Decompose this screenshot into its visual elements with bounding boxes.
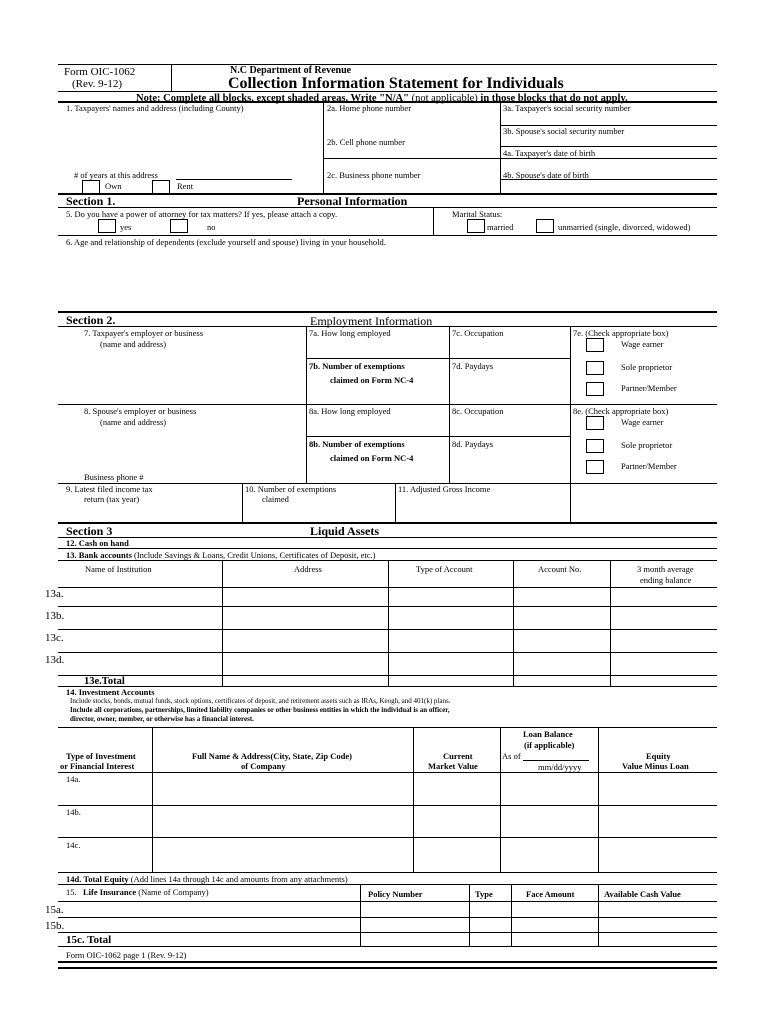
field-7b-sub: claimed on Form NC-4 (330, 375, 414, 385)
field-4b-label: 4b. Spouse's date of birth (503, 170, 589, 180)
t14-div-4 (598, 727, 599, 872)
marital-divider (433, 207, 434, 235)
8e-wage-checkbox[interactable] (586, 416, 604, 430)
form-number: Form OIC-1062 (64, 66, 136, 78)
col-average-2: ending balance (640, 575, 692, 585)
department-name: N.C Department of Revenue (230, 65, 352, 76)
field-3b-label: 3b. Spouse's social security number (503, 126, 625, 136)
poa-yes-checkbox[interactable] (98, 219, 116, 233)
t14-div-2 (413, 727, 414, 872)
page-title: Collection Information Statement for Individuals (228, 75, 564, 92)
col-date-format: mm/dd/yyyy (538, 762, 582, 772)
col-policy-number: Policy Number (368, 889, 423, 899)
unmarried-checkbox[interactable] (536, 219, 554, 233)
col-equity-1: Equity (646, 751, 671, 761)
field-8-label: 8. Spouse's employer or business (84, 406, 197, 416)
header-divider (171, 64, 172, 91)
t15-div-4 (598, 884, 599, 946)
rule-14d (58, 884, 717, 885)
section3-title-rule (58, 537, 717, 538)
section3-label: Section 3 (66, 524, 113, 538)
t13-row-rule-2 (58, 606, 717, 607)
t14-row-rule-1 (58, 772, 717, 773)
row-14b: 14b. (66, 807, 81, 817)
7e-sole-label: Sole proprietor (621, 362, 673, 372)
8e-partner-checkbox[interactable] (586, 460, 604, 474)
col-inv-type-2: or Financial Interest (60, 761, 135, 771)
field-15-bold: Life Insurance (83, 887, 137, 897)
footer-text: Form OIC-1062 page 1 (Rev. 9-12) (66, 950, 187, 960)
field-14d-rest: (Add lines 14a through 14c and amounts from any attachments) (130, 874, 348, 884)
footer-rule-1 (58, 961, 717, 963)
row-13c: 13c. (45, 632, 64, 644)
field-8e-label: 8e. (Check appropriate box) (573, 406, 669, 416)
section2-label: Section 2. (66, 313, 116, 327)
row-13b: 13b. (45, 610, 65, 622)
col-face-amount: Face Amount (526, 889, 575, 899)
t15-div-2 (469, 884, 470, 946)
row-13e-total: 13e.Total (84, 676, 125, 687)
rule-12 (58, 548, 717, 549)
rule-4b (500, 179, 717, 180)
col-institution: Name of Institution (85, 564, 152, 574)
t14-bottom-rule (58, 872, 717, 873)
row-13a: 13a. (45, 588, 64, 600)
col-full-name-1: Full Name & Address(City, State, Zip Code) (192, 751, 352, 761)
field-14-desc-2: Include all corporations, partnerships, limited liability companies or other business entities in which the individual is an officer, (70, 706, 450, 714)
section2-title-rule (58, 326, 717, 327)
t15-div-3 (511, 884, 512, 946)
s2-divider-10 (395, 483, 396, 522)
rent-label: Rent (177, 181, 194, 191)
field-2a-label: 2a. Home phone number (327, 103, 412, 113)
t13-row-rule-3 (58, 629, 717, 630)
7e-sole-checkbox[interactable] (586, 361, 604, 375)
col-cash-value: Available Cash Value (604, 889, 681, 899)
field-9-sub: return (tax year) (84, 494, 140, 504)
row-15a: 15a. (45, 904, 64, 916)
rule-employer-spouse (58, 404, 717, 405)
poa-no-label: no (207, 222, 216, 232)
own-checkbox[interactable] (82, 180, 100, 194)
field-15-rest: (Name of Company) (138, 887, 209, 897)
field-3a-label: 3a. Taxpayer's social security number (503, 103, 631, 113)
col-loan-2: (if applicable) (524, 740, 575, 750)
t13-div-4 (610, 560, 611, 686)
field-7a-label: 7a. How long employed (309, 328, 391, 338)
8e-partner-label: Partner/Member (621, 461, 677, 471)
footer-rule-2 (58, 967, 717, 969)
note-plain: (not applicable) (411, 93, 478, 104)
field-7b-label: 7b. Number of exemptions (309, 361, 405, 371)
field-8-sub: (name and address) (100, 417, 167, 427)
field-14d-bold: 14d. Total Equity (66, 874, 129, 884)
row-13d: 13d. (45, 654, 65, 666)
s2-divider-9 (242, 483, 243, 522)
question-6-rule (58, 235, 717, 236)
t13-bottom-rule (58, 686, 717, 687)
t15-header-rule (58, 901, 717, 902)
col-average-1: 3 month average (637, 564, 694, 574)
field-9-label: 9. Latest filed income tax (66, 484, 153, 494)
field-8b-sub: claimed on Form NC-4 (330, 453, 414, 463)
married-checkbox[interactable] (467, 219, 485, 233)
t13-row-rule-1 (58, 587, 717, 588)
unmarried-label: unmarried (single, divorced, widowed) (558, 222, 691, 232)
col-account-no: Account No. (538, 564, 582, 574)
section1-title-rule (58, 207, 717, 208)
t13-div-2 (388, 560, 389, 686)
col-equity-2: Value Minus Loan (622, 761, 689, 771)
row-15c-total: 15c. Total (66, 934, 112, 946)
field-10-label: 10. Number of exemptions (245, 484, 337, 494)
col-policy-type: Type (475, 889, 493, 899)
row-15b: 15b. (45, 920, 65, 932)
col-full-name-2: of Company (241, 761, 286, 771)
field-12-label: 12. Cash on hand (66, 538, 129, 548)
t13-div-1 (222, 560, 223, 686)
note-bold: Note: Complete all blocks, except shaded areas. Write "N/A" (136, 93, 409, 104)
header-mid-rule (58, 91, 717, 92)
t14-div-1 (152, 727, 153, 872)
t15-bottom-rule (58, 946, 717, 947)
field-11-label: 11. Adjusted Gross Income (398, 484, 491, 494)
rule-8a (306, 436, 570, 437)
7e-partner-checkbox[interactable] (586, 382, 604, 396)
field-13-rest: (Include Savings & Loans, Credit Unions, Certificates of Deposit, etc.) (134, 550, 376, 560)
field-14d-label (66, 874, 348, 884)
8e-sole-checkbox[interactable] (586, 439, 604, 453)
poa-no-checkbox[interactable] (170, 219, 188, 233)
note-end: in those blocks that do not apply. (480, 93, 628, 104)
col-address: Address (294, 564, 322, 574)
rule-2b-4a (323, 158, 717, 159)
married-label: married (487, 222, 514, 232)
t13-div-3 (513, 560, 514, 686)
col-inv-type-1: Type of Investment (66, 751, 136, 761)
field-7-label: 7. Taxpayer's employer or business (84, 328, 204, 338)
field-7e-label: 7e. (Check appropriate box) (573, 328, 669, 338)
t14-row-rule-2 (58, 805, 717, 806)
section2-top-rule (58, 311, 717, 313)
field-4a-label: 4a. Taxpayer's date of birth (503, 148, 596, 158)
col-current-1: Current (443, 751, 473, 761)
field-2c-label: 2c. Business phone number (327, 170, 421, 180)
7e-partner-label: Partner/Member (621, 383, 677, 393)
row-14a: 14a. (66, 774, 81, 784)
field-8d-label: 8d. Paydays (452, 439, 494, 449)
col-account-type: Type of Account (416, 564, 473, 574)
field-8b-label: 8b. Number of exemptions (309, 439, 405, 449)
row-14c: 14c. (66, 840, 81, 850)
field-8a-label: 8a. How long employed (309, 406, 391, 416)
8e-sole-label: Sole proprietor (621, 440, 673, 450)
t14-header-top (58, 727, 717, 728)
rule-7a (306, 358, 570, 359)
field-14-desc-1: Include stocks, bonds, mutual funds, stock options, certificates of deposit, and retirement assets such as IRAs, Keogh, and 401(k) plans. (70, 697, 451, 705)
field-13-label (66, 550, 376, 560)
section3-title: Liquid Assets (310, 524, 380, 538)
t13-row-rule-4 (58, 652, 717, 653)
field-10-sub: claimed (262, 494, 289, 504)
field-14-desc-3: director, owner, member, or otherwise has a financial interest. (70, 715, 254, 723)
field-13-bold: 13. Bank accounts (66, 550, 132, 560)
poa-yes-label: yes (120, 222, 132, 232)
years-at-address-label: # of years at this address (74, 170, 158, 180)
col-current-2: Market Value (428, 761, 478, 771)
t15-row-rule-2 (58, 932, 717, 933)
field-14-label: 14. Investment Accounts (66, 687, 155, 697)
rent-checkbox[interactable] (152, 180, 170, 194)
field-1-label: 1. Taxpayers' names and address (including County) (66, 103, 244, 113)
question-5-label: 5. Do you have a power of attorney for tax matters? If yes, please attach a copy. (66, 209, 338, 219)
section1-label: Section 1. (66, 194, 116, 208)
s2-divider-11 (570, 483, 571, 522)
field-7-sub: (name and address) (100, 339, 167, 349)
as-of-date-line[interactable] (523, 760, 589, 761)
section2-title: Employment Information (310, 314, 433, 328)
col-loan-1: Loan Balance (523, 729, 573, 739)
field-7d-label: 7d. Paydays (452, 361, 494, 371)
field-7c-label: 7c. Occupation (452, 328, 504, 338)
rule-3b (500, 146, 717, 147)
top-divider-1 (323, 102, 324, 193)
8e-wage-label: Wage earner (621, 417, 664, 427)
years-input-line[interactable] (176, 179, 292, 180)
7e-wage-checkbox[interactable] (586, 338, 604, 352)
form-revision: (Rev. 9-12) (72, 78, 122, 90)
t15-div-1 (360, 884, 361, 946)
t15-row-rule-1 (58, 917, 717, 918)
own-label: Own (105, 181, 122, 191)
field-8c-label: 8c. Occupation (452, 406, 504, 416)
marital-status-label: Marital Status: (452, 209, 503, 219)
t13-row-rule-5 (58, 675, 717, 676)
t14-div-3 (500, 727, 501, 872)
field-15-num: 15. (66, 887, 77, 897)
business-phone-label: Business phone # (84, 472, 144, 482)
question-6-label: 6. Age and relationship of dependents (exclude yourself and spouse) living in your household. (66, 237, 386, 247)
rule-row-9 (58, 483, 717, 484)
section1-title: Personal Information (297, 194, 408, 208)
t14-row-rule-3 (58, 837, 717, 838)
col-as-of: As of (502, 751, 521, 761)
field-15-label (66, 887, 209, 897)
field-2b-label: 2b. Cell phone number (327, 137, 405, 147)
header-top-rule (58, 64, 717, 65)
section3-top-rule (58, 522, 717, 524)
7e-wage-label: Wage earner (621, 339, 664, 349)
